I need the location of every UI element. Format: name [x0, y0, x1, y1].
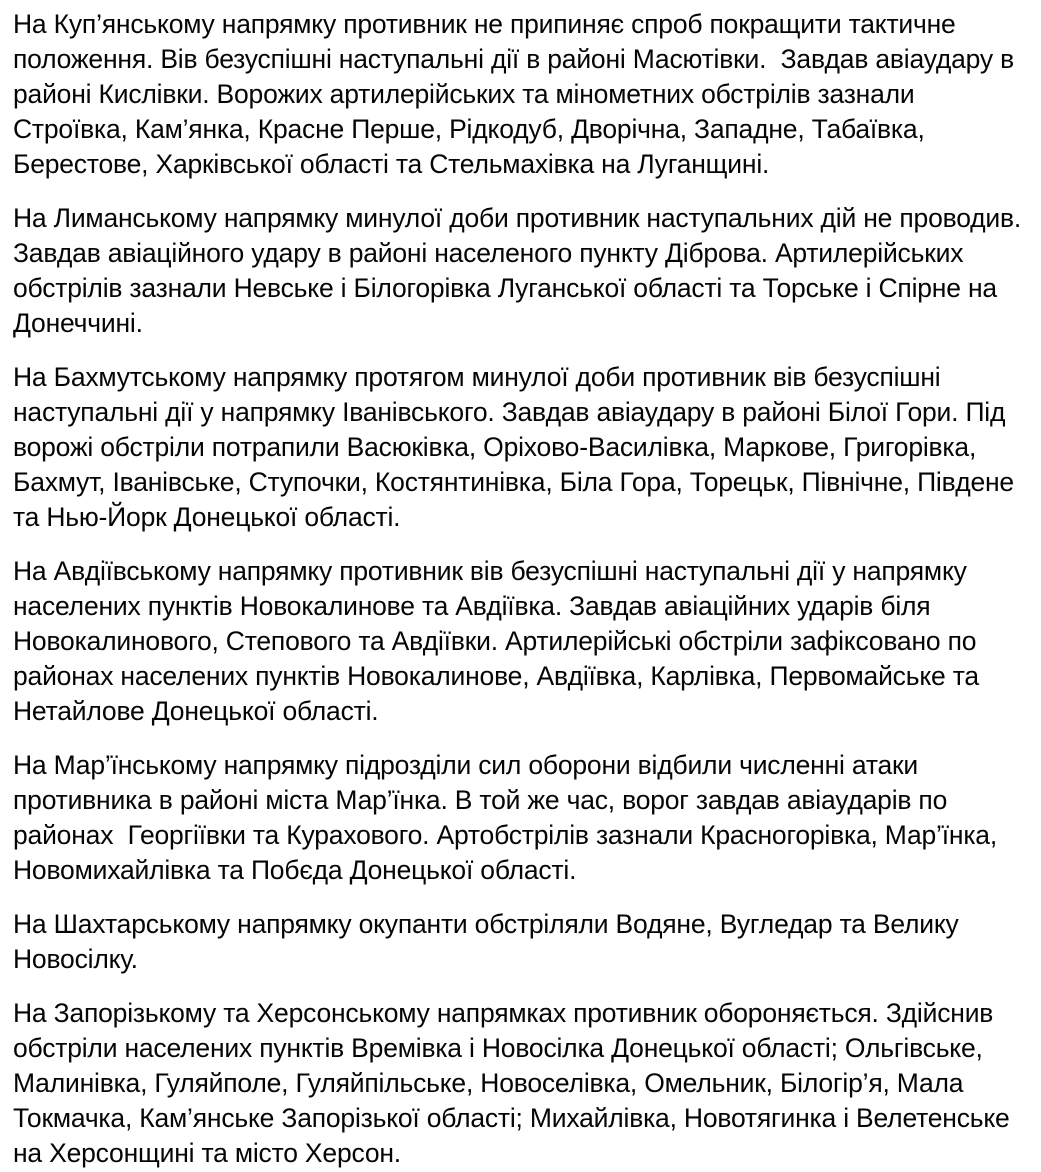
report-paragraph-bakhmut: На Бахмутському напрямку протягом минулої доби противник вів безуспішні наступальні дії у напрямку Іванівського. Завдав авіаудару в районі Білої Гори. Під ворожі обстріли потрапили Васюківка, Оріхово-Василівка, Маркове, Григорівка, Бахмут, Іванівське, Ступочки, Костянтинівка, Біла Гора, Торецьк, Північне, Південе та Нью-Йорк Донецької області. — [13, 362, 1022, 532]
report-paragraph-zaporizhzhia-kherson: На Запорізькому та Херсонському напрямках противник обороняється. Здійснив обстріли населених пунктів Времівка і Новосілка Донецької області; Ольгівське, Малинівка, Гуляйполе, Гуляйпільське, Новоселівка, Омельник, Білогір’я, Мала Токмачка, Кам’янське Запорізької області; Михайлівка, Новотягинка і Велетенське на Херсонщині та місто Херсон. — [13, 998, 1017, 1168]
report-paragraph-avdiivka: На Авдіївському напрямку противник вів безуспішні наступальні дії у напрямку населених пунктів Новокалинове та Авдіївка. Завдав авіаційних ударів біля Новокалинового, Степового та Авдіївки. Артилерійські обстріли зафіксовано по районах населених пунктів Новокалинове, Авдіївка, Карлівка, Первомайське та Нетайлове Донецької області. — [13, 556, 987, 726]
report-paragraph-kupiansk: На Куп’янському напрямку противник не припиняє спроб покращити тактичне положення. Вів безуспішні наступальні дії в районі Масютівки. Завдав авіаудару в районі Кислівки. Ворожих артилерійських та мінометних обстрілів зазнали Строївка, Кам’янка, Красне Перше, Рідкодуб, Дворічна, Западне, Табаївка, Берестове, Харківської області та Стельмахівка на Луганщині. — [13, 9, 1022, 179]
report-paragraph-shakhtarske: На Шахтарському напрямку окупанти обстріляли Водяне, Вугледар та Велику Новосілку. — [13, 909, 966, 974]
report-paragraph-marinka: На Мар’їнському напрямку підрозділи сил оборони відбили численні атаки противника в районі міста Мар’їнка. В той же час, ворог завдав авіаударів по районах Георгіївки та Курахового. Артобстрілів зазнали Красногорівка, Мар’їнка, Новомихайлівка та Побєда Донецької області. — [13, 750, 1005, 885]
report-paragraph-lyman: На Лиманському напрямку минулої доби противник наступальних дій не проводив. Завдав авіаційного удару в районі населеного пункту Діброва. Артилерійських обстрілів зазнали Невське і Білогорівка Луганської області та Торське і Спірне на Донеччині. — [13, 203, 1029, 338]
